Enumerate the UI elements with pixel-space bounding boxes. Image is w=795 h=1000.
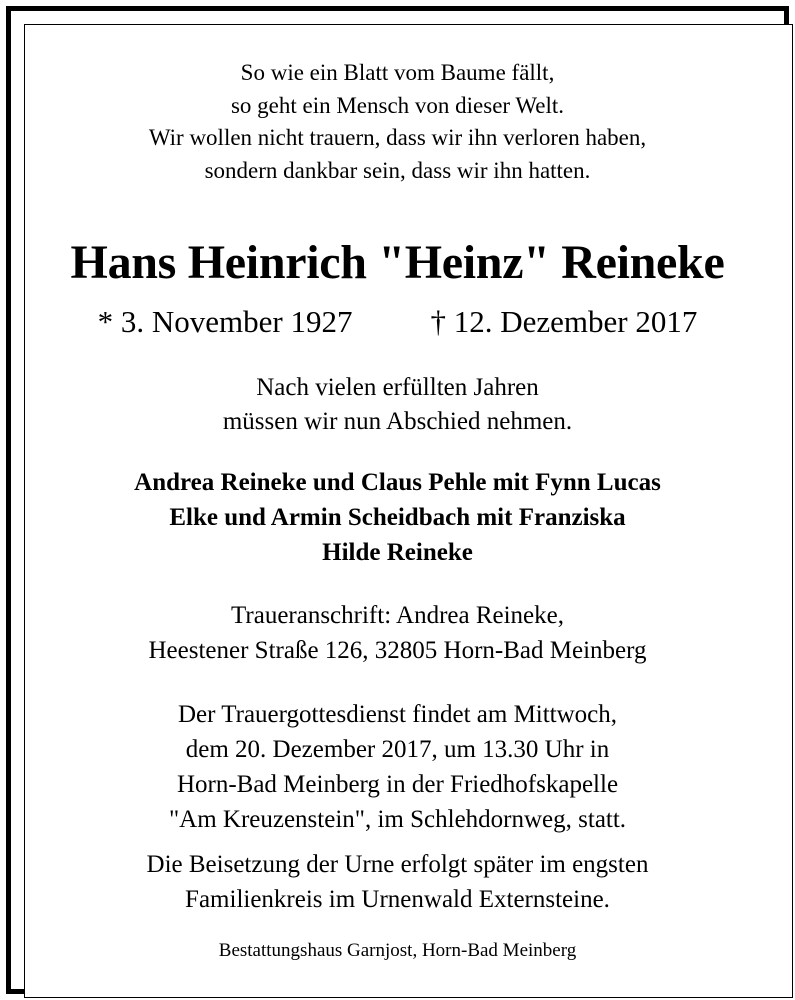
- mourner-line: Andrea Reineke und Claus Pehle mit Fynn Lucas: [134, 469, 661, 496]
- undertaker-credit: Bestattungshaus Garnjost, Horn-Bad Meinberg: [218, 940, 577, 961]
- mourning-address: [13, 598, 782, 668]
- mourner-line: Elke und Armin Scheidbach mit Franziska: [169, 504, 626, 531]
- service-line: dem 20. Dezember 2017, um 13.30 Uhr in: [185, 736, 610, 763]
- burial-line: Die Beisetzung der Urne erfolgt später im engsten: [146, 851, 649, 878]
- deceased-name: Hans Heinrich "Heinz" Reineke: [70, 236, 725, 289]
- poem-line: So wie ein Blatt vom Baume fällt,: [240, 60, 555, 85]
- burial-line: Familienkreis im Urnenwald Externsteine.: [185, 886, 610, 913]
- poem-line: Wir wollen nicht trauern, dass wir ihn verloren haben,: [148, 125, 647, 150]
- service-line: Horn-Bad Meinberg in der Friedhofskapelle: [176, 771, 619, 798]
- farewell-text: [13, 371, 782, 439]
- death-date: † 12. Dezember 2017: [430, 304, 698, 339]
- service-line: Der Trauergottesdienst findet am Mittwoch,: [177, 701, 618, 728]
- farewell-line: Nach vielen erfüllten Jahren: [256, 374, 539, 401]
- address-line: Heestener Straße 126, 32805 Horn-Bad Meinberg: [148, 637, 647, 664]
- poem-line: sondern dankbar sein, dass wir ihn hatten.: [204, 157, 591, 183]
- mourners-list: [13, 465, 782, 570]
- farewell-line: müssen wir nun Abschied nehmen.: [222, 408, 573, 435]
- address-line: Traueranschrift: Andrea Reineke,: [231, 602, 564, 629]
- memorial-poem: [13, 57, 782, 187]
- birth-date: * 3. November 1927: [97, 304, 353, 339]
- burial-info: [13, 847, 782, 917]
- life-dates: [13, 302, 782, 342]
- poem-line: so geht ein Mensch von dieser Welt.: [230, 92, 565, 118]
- mourner-line: Hilde Reineke: [322, 539, 473, 566]
- service-line: "Am Kreuzenstein", im Schlehdornweg, statt.: [168, 806, 627, 833]
- funeral-service-info: [13, 697, 782, 837]
